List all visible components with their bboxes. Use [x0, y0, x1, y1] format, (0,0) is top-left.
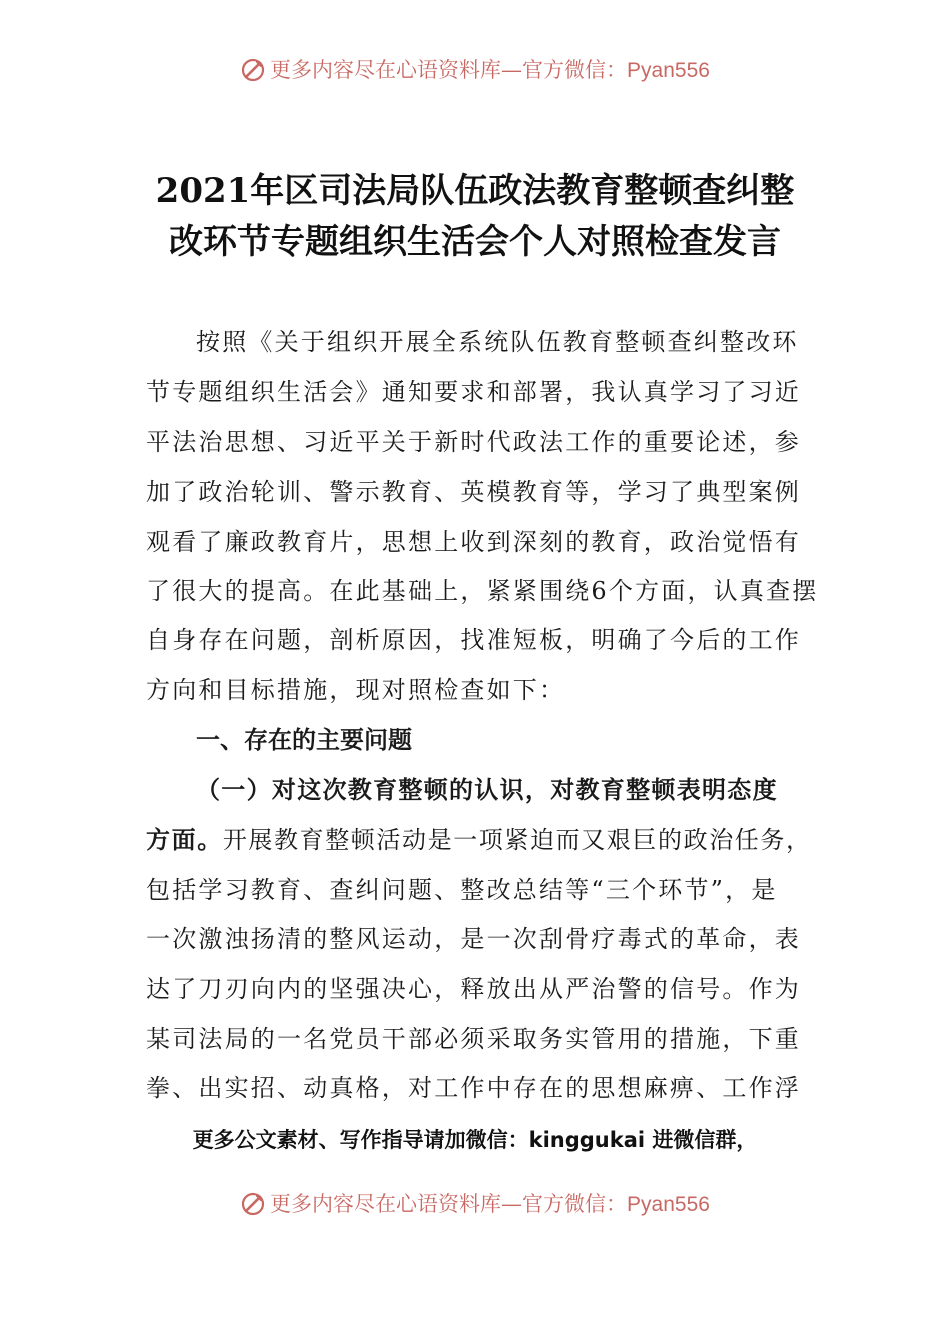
watermark-text: 更多内容尽在心语资料库—官方微信： [270, 1192, 628, 1216]
paragraph-line: 一次激浊扬清的整风运动，是一次刮骨疗毒式的革命，表 [146, 925, 801, 953]
document-title-line-2: 改环节专题组织生活会个人对照检查发言 [169, 222, 781, 262]
paragraph-line [146, 815, 826, 865]
paragraph-line: 某司法局的一名党员干部必须采取务实管用的措施，下重 [146, 1025, 801, 1053]
intro-line: 加了政治轮训、警示教育、英模教育等，学习了典型案例 [146, 478, 801, 506]
watermark-top [0, 56, 950, 85]
footer-note: 更多公文素材、写作指导请加微信：kinggukai 进微信群， [192, 1128, 758, 1152]
intro-line: 按照《关于组织开展全系统队伍教育整顿查纠整改环 [196, 328, 799, 356]
paragraph-line: 拳、出实招、动真格，对工作中存在的思想麻痹、工作浮 [146, 1074, 801, 1102]
paragraph-line: 包括学习教育、查纠问题、整改总结等“三个环节”，是 [146, 876, 778, 904]
intro-line: 平法治思想、习近平关于新时代政法工作的重要论述，参 [146, 428, 801, 456]
watermark-text: 更多内容尽在心语资料库—官方微信： [270, 58, 628, 82]
sub-heading-tail: 方面。 [146, 825, 223, 854]
section-heading: 一、存在的主要问题 [196, 726, 412, 754]
document-title-line-1: 2021年区司法局队伍政法教育整顿查纠整 [155, 171, 795, 211]
intro-line: 自身存在问题，剖析原因，找准短板，明确了今后的工作 [146, 626, 801, 654]
intro-line: 了很大的提高。在此基础上，紧紧围绕6个方面，认真查摆 [146, 577, 819, 605]
paragraph-line: 达了刀刃向内的坚强决心，释放出从严治警的信号。作为 [146, 975, 801, 1003]
watermark-brand: Pyan556 [627, 59, 710, 82]
watermark-brand: Pyan556 [627, 1193, 710, 1216]
intro-line: 方向和目标措施，现对照检查如下： [146, 676, 566, 704]
intro-line: 观看了廉政教育片，思想上收到深刻的教育，政治觉悟有 [146, 528, 801, 556]
brush-logo-icon [240, 1191, 266, 1217]
watermark-bottom [0, 1190, 950, 1219]
paragraph-text: 开展教育整顿活动是一项紧迫而又艰巨的政治任务， [222, 826, 812, 854]
intro-line: 节专题组织生活会》通知要求和部署，我认真学习了习近 [146, 378, 801, 406]
sub-heading: （一）对这次教育整顿的认识，对教育整顿表明态度 [196, 775, 778, 804]
brush-logo-icon [240, 57, 266, 83]
